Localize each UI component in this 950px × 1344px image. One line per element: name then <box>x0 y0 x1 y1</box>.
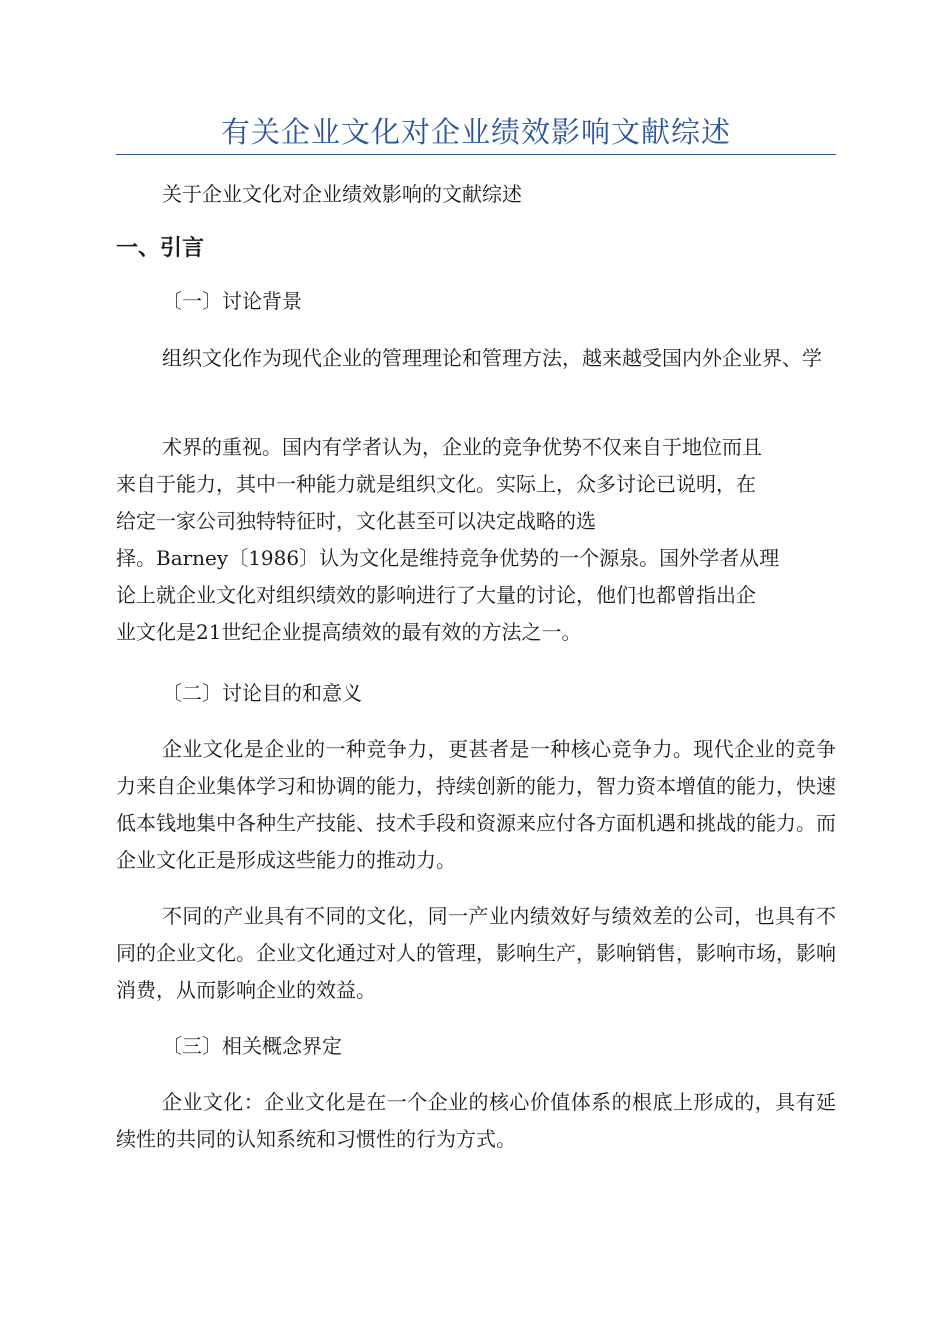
purpose-paragraph-1: 企业文化是企业的一种竞争力，更甚者是一种核心竞争力。现代企业的竞争力来自企业集体学习和协调的能力，持续创新的能力，智力资本增值的能力，快速低本钱地集中各种生产技能、技术手段和资源来应付各方面机遇和挑战的能力。而企业文化正是形成这些能力的推动力。 <box>116 737 836 872</box>
paragraph-line: 业文化是21世纪企业提高绩效的最有效的方法之一。 <box>116 620 582 644</box>
concepts-paragraph-1: 企业文化：企业文化是在一个企业的核心价值体系的根底上形成的，具有延续性的共同的认知系统和习惯性的行为方式。 <box>116 1090 836 1151</box>
background-paragraph-1: 组织文化作为现代企业的管理理论和管理方法，越来越受国内外企业界、学 <box>162 346 822 370</box>
section-heading-introduction: 一、引言 <box>116 236 205 261</box>
paragraph-line: 来自于能力，其中一种能力就是组织文化。实际上，众多讨论已说明，在 <box>116 472 756 496</box>
subsection-heading-purpose: 〔二〕讨论目的和意义 <box>162 681 362 705</box>
subsection-heading-background: 〔一〕讨论背景 <box>162 289 302 313</box>
paragraph-line: 择。Barney〔1986〕认为文化是维持竞争优势的一个源泉。国外学者从理 <box>116 546 780 570</box>
background-paragraph-2 <box>116 429 836 651</box>
paragraph-line: 术界的重视。国内有学者认为，企业的竞争优势不仅来自于地位而且 <box>162 435 762 459</box>
document-title: 有关企业文化对企业绩效影响文献综述 <box>220 115 731 149</box>
subtitle-line: 关于企业文化对企业绩效影响的文献综述 <box>162 182 522 206</box>
title-underline <box>116 154 836 155</box>
paragraph-line: 论上就企业文化对组织绩效的影响进行了大量的讨论，他们也都曾指出企 <box>116 583 756 607</box>
subsection-heading-concepts: 〔三〕相关概念界定 <box>162 1034 342 1058</box>
purpose-paragraph-2: 不同的产业具有不同的文化，同一产业内绩效好与绩效差的公司，也具有不同的企业文化。企业文化通过对人的管理，影响生产，影响销售，影响市场，影响消费，从而影响企业的效益。 <box>116 904 836 1002</box>
paragraph-line: 给定一家公司独特特征时，文化甚至可以决定战略的选 <box>116 509 596 533</box>
